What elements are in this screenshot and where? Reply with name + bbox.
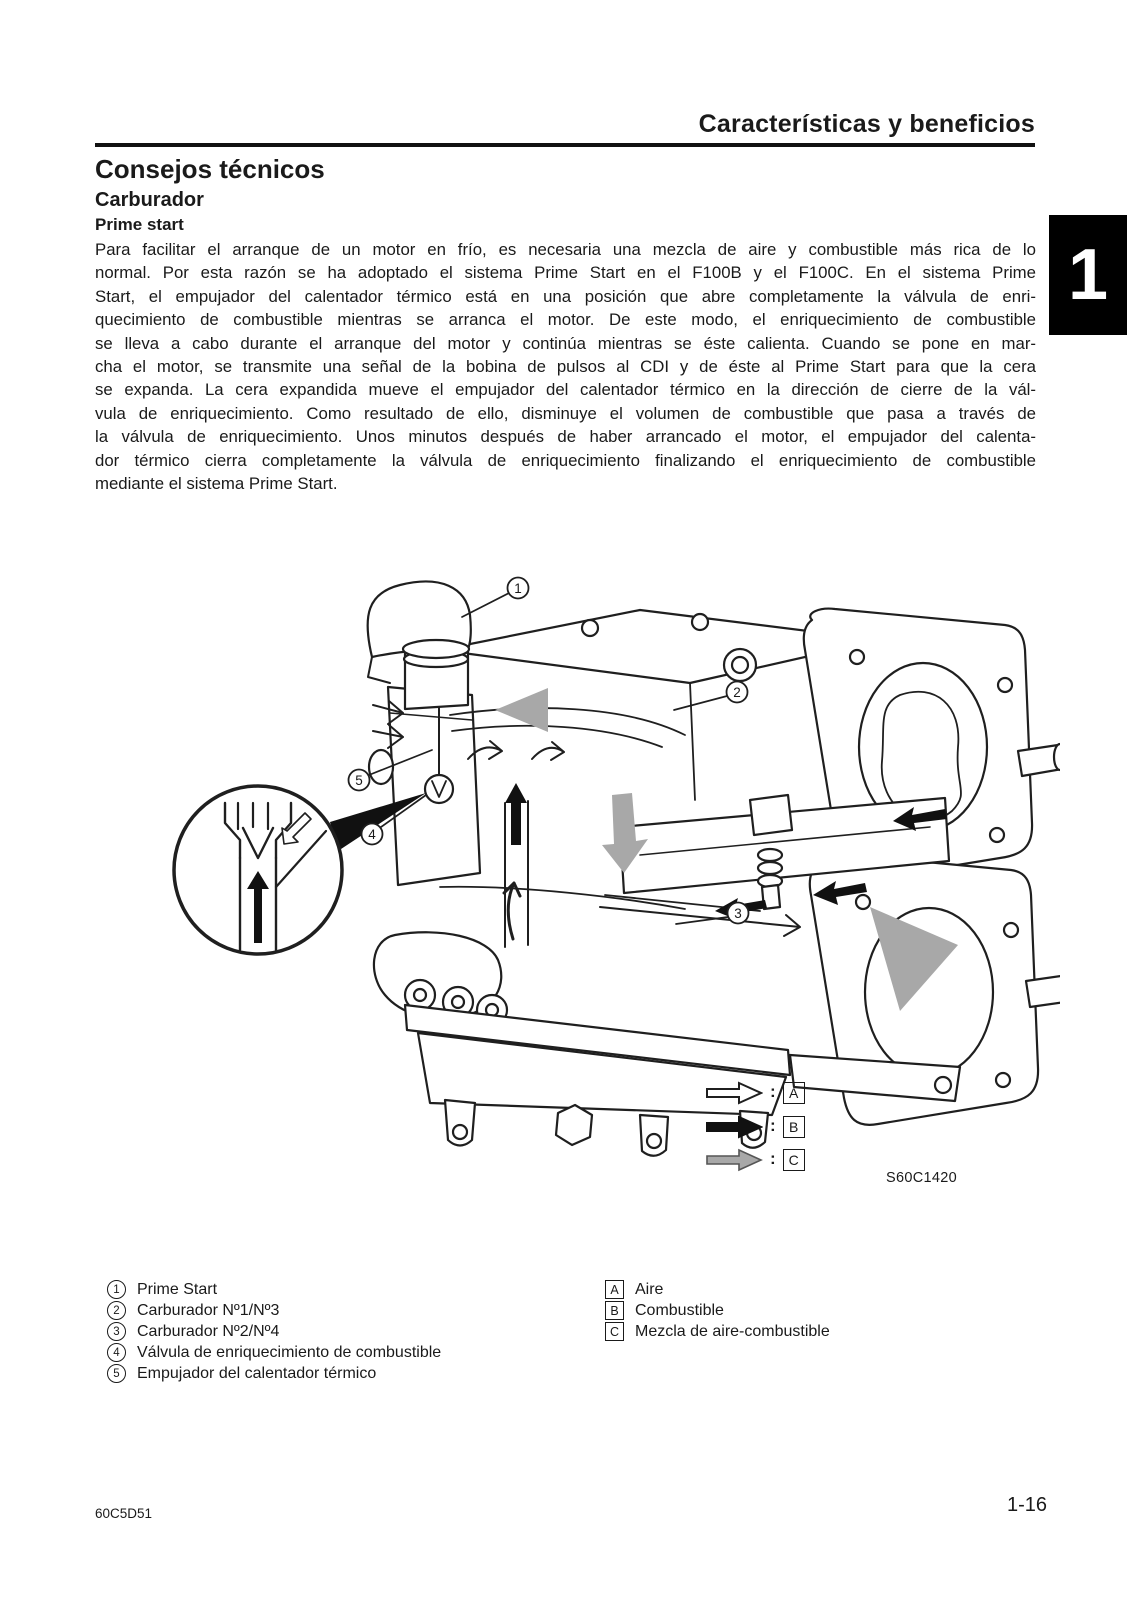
circled-number: 3	[107, 1322, 126, 1341]
subsubsection-heading: Prime start	[95, 215, 184, 234]
black-arrow-icon	[705, 1114, 763, 1140]
legend-item	[107, 1300, 441, 1321]
callout-5: 5	[355, 773, 363, 788]
legend-label: Prime Start	[137, 1280, 218, 1298]
legend-label: Empujador del calentador térmico	[137, 1364, 377, 1382]
flow-colon: :	[770, 1116, 776, 1135]
circled-number: 2	[107, 1301, 126, 1320]
boxed-letter: B	[605, 1301, 624, 1320]
legend-label: Carburador Nº2/Nº4	[137, 1322, 280, 1340]
legend-label: Aire	[635, 1280, 664, 1298]
flow-colon: :	[770, 1082, 776, 1101]
legend-label: Carburador Nº1/Nº3	[137, 1301, 280, 1319]
lettered-legend	[605, 1279, 830, 1342]
flow-legend-fuel	[705, 1114, 805, 1140]
paragraph-line: cha el motor, se transmite una señal de la bobina de pulsos al CDI y de éste al Prime Start para que la cera	[95, 357, 1036, 377]
legend-label: Mezcla de aire-combustible	[635, 1322, 830, 1340]
callout-3: 3	[734, 906, 742, 921]
footer-page-number: 1-16	[1006, 1494, 1047, 1516]
circled-number: 5	[107, 1364, 126, 1383]
callout-2: 2	[733, 685, 741, 700]
paragraph-line: la válvula de enriquecimiento. Unos minutos después de haber arrancado el motor, el empujador del calenta-	[95, 427, 1036, 447]
circled-number: 4	[107, 1343, 126, 1362]
paragraph-line: se lleva a cabo durante el arranque del motor y continúa mientras se éste calienta. Cuando se pone en mar-	[95, 333, 1036, 353]
flow-letter-c: C	[783, 1149, 805, 1171]
paragraph-line: vula de enriquecimiento. Como resultado de ello, disminuye el volumen de combustible que pasa a través de	[95, 403, 1036, 423]
chapter-tab	[1049, 215, 1127, 335]
paragraph-line: Para facilitar el arranque de un motor en frío, es necesaria una mezcla de aire y combustible más rica de lo	[95, 240, 1036, 259]
numbered-legend	[107, 1279, 441, 1384]
boxed-letter: A	[605, 1280, 624, 1299]
flow-legend-mixture	[705, 1147, 805, 1173]
legend-item	[107, 1363, 441, 1384]
legend-item	[605, 1279, 830, 1300]
paragraph-line: normal. Por esta razón se ha adoptado el sistema Prime Start en el F100B y el F100C. En el sistema Prime	[95, 263, 1036, 283]
flow-legend-air	[705, 1080, 805, 1106]
chapter-tab-number: 1	[1067, 235, 1109, 315]
circled-number: 1	[107, 1280, 126, 1299]
carburetor-body	[369, 609, 1060, 1156]
legend-item	[605, 1321, 830, 1342]
paragraph-line: quecimiento de combustible mientras se arranca el motor. De este modo, el enriquecimiento de combustible	[95, 310, 1036, 330]
paragraph-line: mediante el sistema Prime Start.	[95, 474, 338, 494]
paragraph-line: se expanda. La cera expandida mueve el empujador del calentador térmico en la dirección de cierre de la vál-	[95, 380, 1036, 400]
boxed-letter: C	[605, 1322, 624, 1341]
body-paragraph	[95, 238, 1036, 495]
legend-label: Válvula de enriquecimiento de combustible	[137, 1343, 442, 1361]
footer-doc-code: 60C5D51	[95, 1506, 153, 1521]
white-arrow-icon	[705, 1080, 763, 1106]
paragraph-line: dor térmico cierra completamente la válvula de enriquecimiento finalizando el enriquecimiento de combustible	[95, 450, 1036, 470]
flow-colon: :	[770, 1149, 776, 1168]
paragraph-line: Start, el empujador del calentador térmico está en una posición que abre completamente la válvula de enri-	[95, 286, 1036, 306]
flow-letter-b: B	[783, 1116, 805, 1138]
prime-start-cap	[368, 582, 471, 709]
page-header-title: Características y beneficios	[698, 110, 1035, 138]
legend-label: Combustible	[635, 1301, 724, 1319]
gray-arrow-icon	[705, 1147, 763, 1173]
section-heading: Consejos técnicos	[95, 154, 325, 184]
flow-letter-a: A	[783, 1082, 805, 1104]
magnifier-detail	[174, 786, 426, 954]
figure-code: S60C1420	[886, 1170, 957, 1186]
callout-4: 4	[368, 827, 376, 842]
carburetor-diagram	[100, 555, 1060, 1205]
header-rule	[95, 143, 1035, 147]
legend-item	[107, 1321, 441, 1342]
legend-item	[605, 1300, 830, 1321]
callout-1: 1	[514, 581, 522, 596]
subsection-heading: Carburador	[95, 189, 204, 211]
legend-item	[107, 1342, 441, 1363]
black-up-arrow	[505, 783, 527, 845]
legend-item	[107, 1279, 441, 1300]
